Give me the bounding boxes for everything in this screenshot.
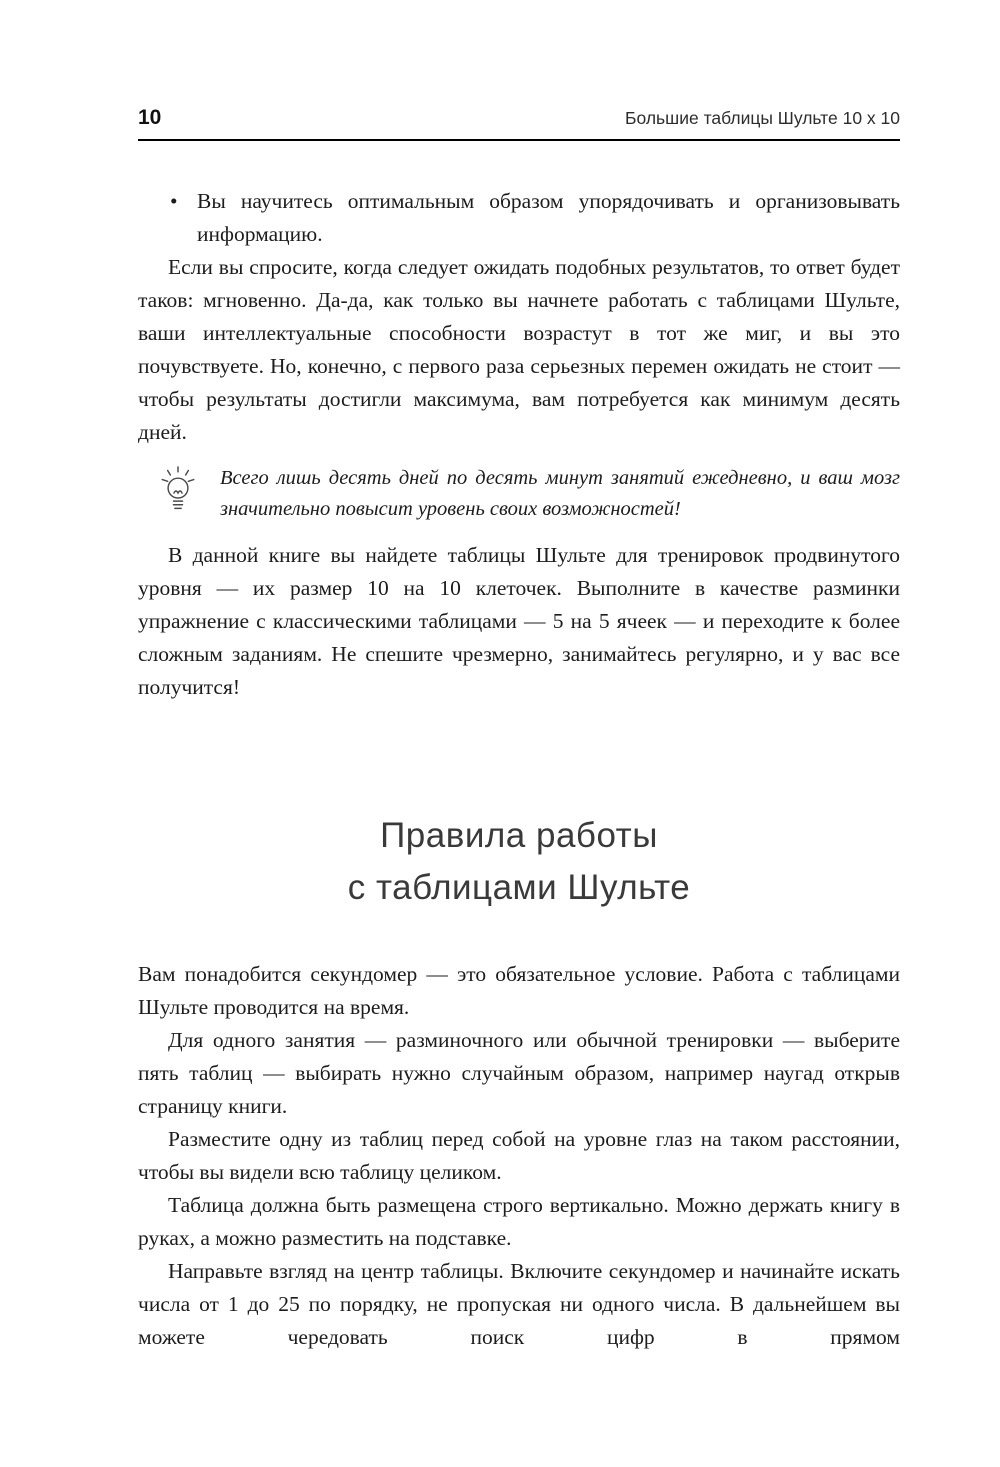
rules-paragraph-3: Разместите одну из таблиц перед собой на уровне глаз на таком расстоянии, чтобы вы видели всю таблицу целиком. [138,1127,900,1184]
page-body [138,185,900,1354]
intro-paragraph-2: В данной книге вы найдете таблицы Шульте для тренировок продвинутого уровня — их размер 10 на 10 клеточек. Выполните в качестве разминки упражнение с классическими таблицами — 5 на 5 ячеек — и переходите к более сложным заданиям. Не спешите чрезмерно, занимайтесь регулярно, и у вас все получится! [138,543,900,699]
tip-block [138,463,900,525]
tip-text: Всего лишь десять дней по десять минут занятий ежедневно, и ваш мозг значительно повысит уровень своих возможностей! [220,467,900,520]
section-heading [138,810,900,914]
header-rule [138,139,900,141]
section-heading-line1: Правила работы [380,816,658,855]
section-heading-line2: с таблицами Шульте [347,868,691,907]
bullet-marker: • [170,189,178,213]
rules-paragraph-4: Таблица должна быть размещена строго вертикально. Можно держать книгу в руках, а можно разместить на подставке. [138,1193,900,1250]
lightbulb-icon [138,463,220,518]
page-header [138,106,900,139]
rules-paragraph-2: Для одного занятия — разминочного или обычной тренировки — выберите пять таблиц — выбирать нужно случайным образом, например наугад открыв страницу книги. [138,1028,900,1118]
bullet-text: Вы научитесь оптимальным образом упорядочивать и организовывать информацию. [197,189,900,246]
page-number: 10 [138,106,162,129]
running-title: Большие таблицы Шульте 10 х 10 [625,108,900,128]
rules-paragraph-1: Вам понадобится секундомер — это обязательное условие. Работа с таблицами Шульте проводится на время. [138,962,900,1019]
rules-paragraph-5: Направьте взгляд на центр таблицы. Включите секундомер и начинайте искать числа от 1 до 25 по порядку, не пропуская ни одного числа. В дальнейшем вы можете чередовать поиск цифр в прямом [138,1259,900,1349]
intro-paragraph-1: Если вы спросите, когда следует ожидать подобных результатов, то ответ будет таков: мгновенно. Да-да, как только вы начнете работать с таблицами Шульте, ваши интеллектуальные способности возрастут в тот же миг, и вы это почувствуете. Но, конечно, с первого раза серьезных перемен ожидать не стоит — чтобы результаты достигли максимума, вам потребуется как минимум десять дней. [138,255,900,444]
bullet-item [138,185,900,251]
